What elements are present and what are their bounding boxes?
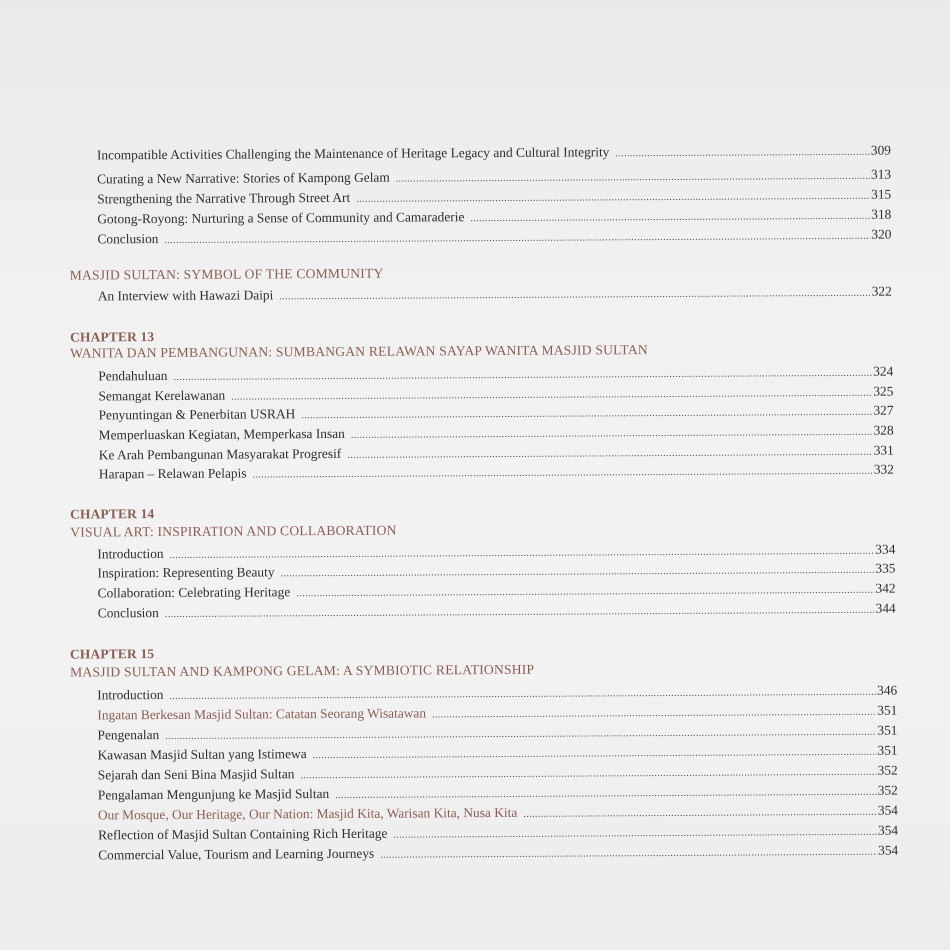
- toc-entry-page: 318: [871, 206, 892, 222]
- toc-entry-page: 346: [877, 682, 898, 698]
- toc-entry: [98, 763, 898, 785]
- toc-entry-label: Penyuntingan & Penerbitan USRAH: [98, 406, 296, 423]
- toc-entry-label: Harapan – Relawan Pelapis: [98, 465, 247, 482]
- dot-leader: [615, 145, 870, 163]
- toc-entry-page: 351: [877, 722, 898, 738]
- dot-leader: [393, 825, 877, 844]
- section-title: MASJID SULTAN: SYMBOL OF THE COMMUNITY: [69, 265, 384, 283]
- toc-entry-page: 334: [875, 541, 896, 557]
- dot-leader: [356, 189, 870, 208]
- toc-entry-page: 325: [873, 383, 894, 399]
- dot-leader: [279, 286, 870, 306]
- toc-entry-page: 351: [877, 742, 898, 758]
- toc-entry: [97, 723, 897, 745]
- toc-entry-label: Kawasan Masjid Sultan yang Istimewa: [97, 746, 307, 763]
- toc-entry-label: Pendahuluan: [98, 367, 168, 384]
- toc-entry: [99, 443, 894, 465]
- dot-leader: [347, 445, 873, 464]
- toc-entry-label: Memperluaskan Kegiatan, Memperkasa Insan: [98, 425, 345, 443]
- dot-leader: [280, 563, 874, 583]
- toc-entry: [98, 284, 892, 306]
- toc-entry-page: 328: [873, 422, 894, 438]
- toc-entry-label: Pengenalan: [97, 727, 160, 743]
- toc-entry: [97, 703, 897, 725]
- toc-entry-page: 335: [875, 560, 896, 576]
- toc-entry-label: Curating a New Narrative: Stories of Kampong Gelam: [97, 169, 390, 187]
- toc-entry-label: Reflection of Masjid Sultan Containing Rich Heritage: [98, 825, 388, 843]
- toc-entry-label: Ke Arah Pembangunan Masyarakat Progresif: [98, 445, 342, 463]
- toc-entry: [98, 803, 898, 825]
- toc-entry: [99, 423, 894, 445]
- toc-entry-label: Our Mosque, Our Heritage, Our Nation: Masjid Kita, Warisan Kita, Nusa Kita: [97, 804, 518, 823]
- toc-entry: [97, 227, 891, 249]
- toc-entry: [97, 143, 891, 165]
- toc-entry-page: 313: [870, 166, 892, 182]
- chapter-title: VISUAL ART: INSPIRATION AND COLLABORATION: [70, 522, 397, 540]
- dot-leader: [396, 169, 870, 188]
- dot-leader: [165, 725, 876, 745]
- toc-entry-page: 344: [875, 600, 896, 616]
- toc-entry-page: 354: [878, 842, 899, 858]
- toc-entry-page: 315: [871, 186, 892, 202]
- toc-entry: [98, 364, 893, 386]
- dot-leader: [301, 405, 872, 424]
- toc-entry: [98, 581, 896, 603]
- dot-leader: [169, 685, 876, 705]
- toc-entry: [98, 843, 898, 865]
- toc-entry-label: Ingatan Berkesan Masjid Sultan: Catatan Seorang Wisatawan: [97, 705, 427, 723]
- toc-entry-page: 352: [877, 762, 898, 778]
- toc-entry-page: 327: [873, 402, 894, 418]
- toc-entry: [97, 683, 897, 705]
- toc-entry-label: Sejarah dan Seni Bina Masjid Sultan: [97, 766, 295, 783]
- toc-entry-label: Strengthening the Narrative Through Street Art: [97, 189, 351, 207]
- toc-entry-page: 352: [877, 782, 898, 798]
- toc-entry: [97, 207, 891, 229]
- dot-leader: [335, 785, 877, 804]
- dot-leader: [165, 603, 875, 623]
- dot-leader: [173, 366, 872, 386]
- toc-entry-label: Incompatible Activities Challenging the Maintenance of Heritage Legacy and Cultural Integrity: [96, 144, 610, 163]
- toc-entry-page: 351: [877, 702, 898, 718]
- toc-entry-label: Introduction: [97, 546, 164, 562]
- toc-entry-label: An Interview with Hawazi Daipi: [97, 287, 274, 304]
- chapter-heading: CHAPTER 14: [70, 506, 155, 522]
- toc-entry: [98, 823, 898, 845]
- toc-entry-label: Introduction: [97, 687, 164, 703]
- dot-leader: [300, 765, 876, 785]
- dot-leader: [296, 583, 874, 603]
- toc-entry-page: 354: [877, 822, 899, 838]
- toc-entry-label: Semangat Kerelawanan: [98, 387, 226, 404]
- toc-entry-page: 332: [873, 461, 894, 477]
- toc-entry-page: 320: [871, 226, 892, 242]
- toc-entry-page: 309: [870, 142, 891, 158]
- toc-entry-page: 354: [877, 802, 899, 818]
- toc-entry: [98, 403, 893, 425]
- dot-leader: [380, 845, 877, 864]
- toc-entry-label: Inspiration: Representing Beauty: [97, 564, 275, 581]
- chapter-title: MASJID SULTAN AND KAMPONG GELAM: A SYMBIOTIC RELATIONSHIP: [70, 661, 535, 680]
- dot-leader: [470, 209, 870, 227]
- toc-entry: [97, 542, 895, 564]
- dot-leader: [164, 229, 870, 249]
- chapter-heading: CHAPTER 13: [70, 329, 155, 345]
- dot-leader: [523, 805, 877, 823]
- chapter-heading: CHAPTER 15: [69, 646, 155, 662]
- toc-entry-label: Conclusion: [97, 605, 159, 621]
- toc-entry: [98, 601, 896, 623]
- toc-entry: [98, 384, 893, 406]
- toc-entry-page: 322: [871, 283, 892, 299]
- dot-leader: [432, 705, 876, 724]
- toc-entry: [97, 561, 895, 583]
- toc-entry-label: Collaboration: Celebrating Heritage: [97, 584, 291, 601]
- dot-leader: [252, 464, 872, 484]
- toc-entry-page: 342: [875, 580, 896, 596]
- toc-entry: [97, 187, 891, 209]
- toc-entry: [98, 783, 898, 805]
- toc-entry-page: 324: [873, 363, 894, 379]
- dot-leader: [351, 425, 873, 444]
- chapter-title: WANITA DAN PEMBANGUNAN: SUMBANGAN RELAWAN SAYAP WANITA MASJID SULTAN: [70, 342, 648, 361]
- toc-entry-label: Conclusion: [97, 231, 159, 247]
- toc-entry: [97, 167, 891, 189]
- toc-entry: [99, 462, 894, 484]
- toc-entry-label: Commercial Value, Tourism and Learning Journeys: [98, 845, 375, 863]
- toc-entry-page: 331: [873, 442, 894, 458]
- toc-entry-label: Pengalaman Mengunjung ke Masjid Sultan: [97, 786, 330, 803]
- dot-leader: [313, 745, 877, 764]
- toc-entry-label: Gotong-Royong: Nurturing a Sense of Community and Camaraderie: [97, 209, 465, 227]
- toc-entry: [98, 743, 898, 765]
